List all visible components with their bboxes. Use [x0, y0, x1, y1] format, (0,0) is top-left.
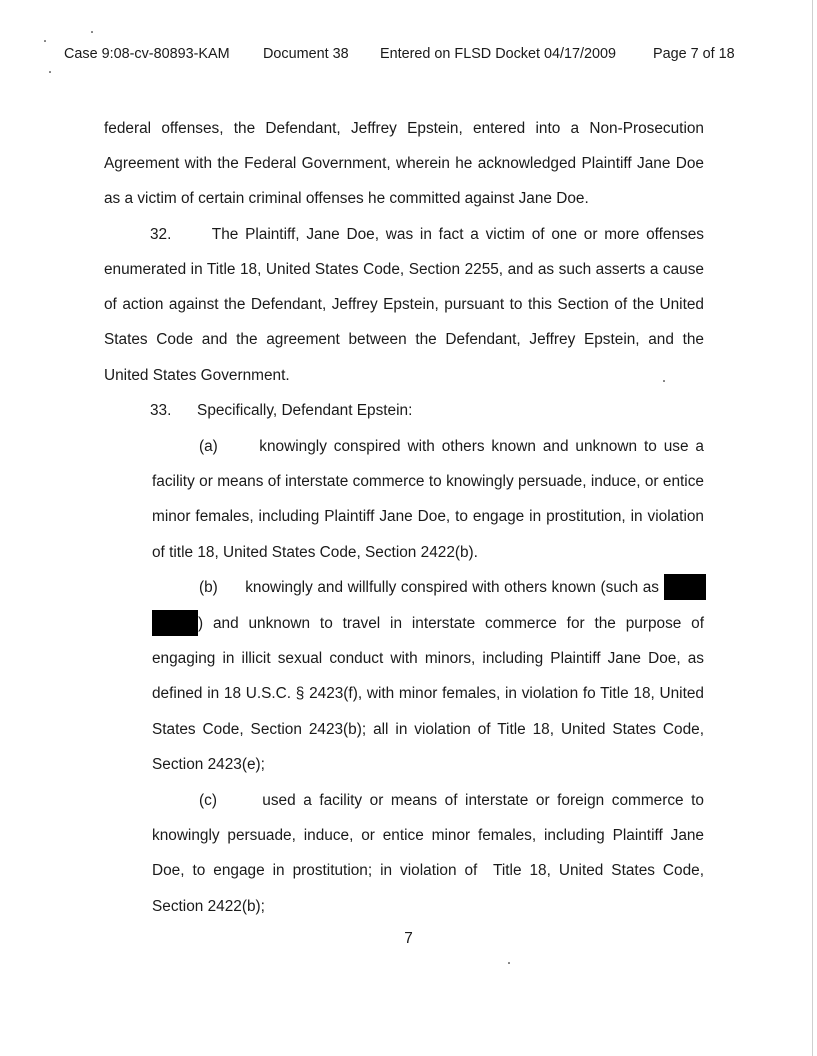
subparagraph-b: (b) knowingly and willfully conspired with others known (such as — [199, 579, 659, 596]
text-line: Doe, to engage in prostitution; in violation of Title 18, United States Code, — [152, 862, 704, 879]
case-number: Case 9:08-cv-80893-KAM — [64, 46, 230, 62]
text-line: United States Government. — [104, 367, 290, 384]
scan-speck — [663, 380, 665, 382]
text-line: defined in 18 U.S.C. § 2423(f), with minor females, in violation fo Title 18, United — [152, 685, 704, 702]
subparagraph-a: (a) knowingly conspired with others known and unknown to use a — [199, 438, 704, 455]
docket-entry: Entered on FLSD Docket 04/17/2009 — [380, 46, 616, 62]
text-line: States Code and the agreement between the Defendant, Jeffrey Epstein, and the — [104, 331, 704, 348]
scan-speck — [508, 962, 510, 964]
text-line: as a victim of certain criminal offenses he committed against Jane Doe. — [104, 190, 589, 207]
text-line: Section 2422(b); — [152, 898, 265, 915]
page-indicator: Page 7 of 18 — [653, 46, 735, 62]
scan-speck — [49, 71, 51, 73]
text-line: States Code, Section 2423(b); all in violation of Title 18, United States Code, — [152, 721, 704, 738]
text-line: of title 18, United States Code, Section 2422(b). — [152, 544, 478, 561]
text-line: engaging in illicit sexual conduct with minors, including Plaintiff Jane Doe, as — [152, 650, 704, 667]
text-line: Agreement with the Federal Government, wherein he acknowledged Plaintiff Jane Doe — [104, 155, 704, 172]
text-line: of action against the Defendant, Jeffrey Epstein, pursuant to this Section of the United — [104, 296, 704, 313]
text-line: facility or means of interstate commerce to knowingly persuade, induce, or entice — [152, 473, 704, 490]
text-line: enumerated in Title 18, United States Code, Section 2255, and as such asserts a cause — [104, 261, 704, 278]
text-line: federal offenses, the Defendant, Jeffrey Epstein, entered into a Non-Prosecution — [104, 120, 704, 137]
paragraph-32: 32. The Plaintiff, Jane Doe, was in fact a victim of one or more offenses — [150, 226, 704, 243]
scan-edge — [812, 0, 813, 1056]
redaction-block — [664, 574, 706, 600]
scan-speck — [44, 40, 46, 42]
text-line: minor females, including Plaintiff Jane Doe, to engage in prostitution, in violation — [152, 508, 704, 525]
paragraph-33: 33. Specifically, Defendant Epstein: — [150, 402, 413, 419]
document-number: Document 38 — [263, 46, 349, 62]
page-number: 7 — [404, 930, 413, 947]
subparagraph-c: (c) used a facility or means of interstate or foreign commerce to — [199, 792, 704, 809]
text-line: Section 2423(e); — [152, 756, 265, 773]
text-line: knowingly persuade, induce, or entice minor females, including Plaintiff Jane — [152, 827, 704, 844]
text-line: ) and unknown to travel in interstate commerce for the purpose of — [198, 615, 704, 632]
redaction-block — [152, 610, 198, 636]
scan-speck — [91, 31, 93, 33]
